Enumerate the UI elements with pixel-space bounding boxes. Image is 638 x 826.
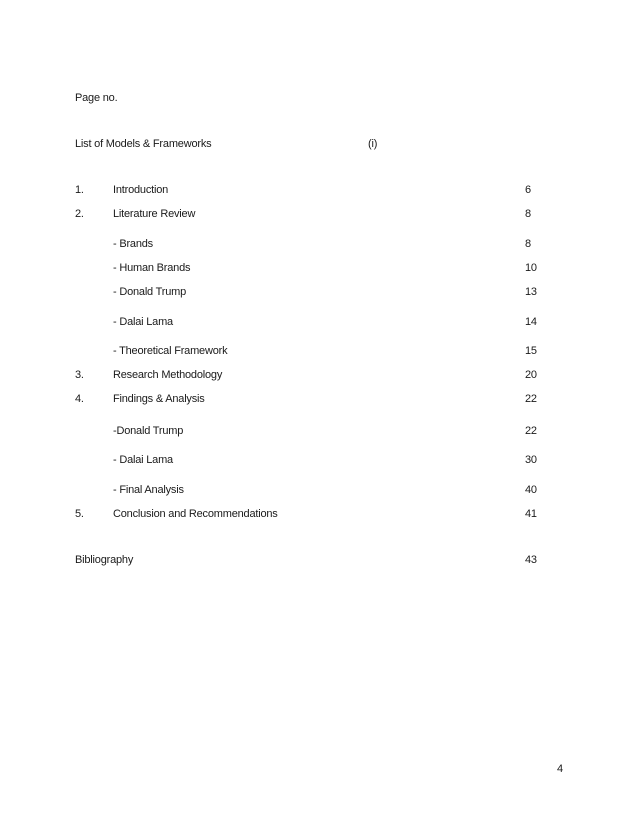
entry-title: - Donald Trump bbox=[113, 286, 187, 298]
entry-number: 3. bbox=[75, 369, 84, 381]
models-frameworks-page: (i) bbox=[368, 138, 378, 150]
entry-page: 20 bbox=[525, 369, 537, 381]
entry-title: Introduction bbox=[113, 184, 169, 196]
entry-title: Conclusion and Recommendations bbox=[113, 508, 278, 520]
entry-title: - Final Analysis bbox=[113, 484, 184, 496]
entry-page: 22 bbox=[525, 393, 537, 405]
entry-number: 4. bbox=[75, 393, 84, 405]
page-no-heading: Page no. bbox=[75, 92, 118, 104]
bibliography-label: Bibliography bbox=[75, 554, 134, 566]
entry-page: 30 bbox=[525, 454, 537, 466]
entry-page: 10 bbox=[525, 262, 537, 274]
entry-title: - Dalai Lama bbox=[113, 316, 173, 328]
entry-page: 14 bbox=[525, 316, 537, 328]
entry-page: 22 bbox=[525, 425, 537, 437]
entry-number: 1. bbox=[75, 184, 84, 196]
entry-title: Research Methodology bbox=[113, 369, 223, 381]
entry-page: 15 bbox=[525, 345, 537, 357]
entry-page: 13 bbox=[525, 286, 537, 298]
footer-page-number: 4 bbox=[557, 763, 563, 775]
entry-title: Literature Review bbox=[113, 208, 196, 220]
models-frameworks-label: List of Models & Frameworks bbox=[75, 138, 212, 150]
entry-number: 5. bbox=[75, 508, 84, 520]
entry-title: - Theoretical Framework bbox=[113, 345, 228, 357]
entry-number: 2. bbox=[75, 208, 84, 220]
entry-title: - Dalai Lama bbox=[113, 454, 173, 466]
entry-page: 8 bbox=[525, 238, 531, 250]
entry-title: - Brands bbox=[113, 238, 153, 250]
entry-title: - Human Brands bbox=[113, 262, 191, 274]
entry-title: Findings & Analysis bbox=[113, 393, 205, 405]
entry-page: 8 bbox=[525, 208, 531, 220]
entry-page: 40 bbox=[525, 484, 537, 496]
entry-page: 41 bbox=[525, 508, 537, 520]
entry-title: -Donald Trump bbox=[113, 425, 184, 437]
entry-page: 6 bbox=[525, 184, 531, 196]
bibliography-page: 43 bbox=[525, 554, 537, 566]
